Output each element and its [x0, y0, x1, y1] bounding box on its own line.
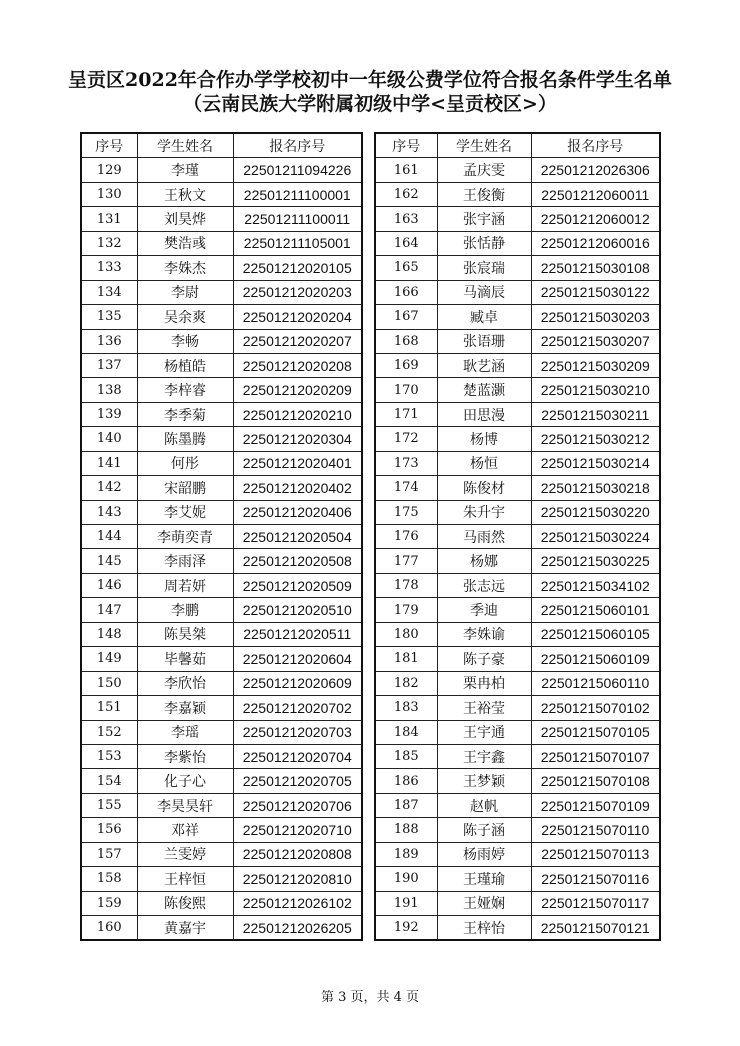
- registration-number: 22501212020504: [233, 525, 362, 549]
- student-name: 张志远: [437, 573, 531, 597]
- registration-number: 22501212020304: [233, 427, 362, 451]
- student-name: 化子心: [137, 769, 233, 793]
- row-number: 160: [81, 916, 137, 941]
- registration-number: 22501215030220: [531, 500, 660, 524]
- student-name: 陈俊熙: [137, 891, 233, 915]
- table-row: [81, 916, 362, 941]
- row-number: 149: [81, 647, 137, 671]
- registration-number: 22501215030211: [531, 402, 660, 426]
- student-name: 耿艺涵: [437, 353, 531, 377]
- registration-number: 22501212020705: [233, 769, 362, 793]
- row-number: 169: [375, 353, 437, 377]
- student-name: 张语珊: [437, 329, 531, 353]
- student-name: 兰雯婷: [137, 842, 233, 866]
- student-name: 王秋文: [137, 182, 233, 206]
- table-header-row: [375, 133, 660, 158]
- registration-number: 22501215070121: [531, 916, 660, 941]
- registration-number: 22501215030210: [531, 378, 660, 402]
- row-number: 183: [375, 696, 437, 720]
- registration-number: 22501212026205: [233, 916, 362, 941]
- row-number: 186: [375, 769, 437, 793]
- registration-number: 22501212020210: [233, 402, 362, 426]
- table-row: [375, 573, 660, 597]
- table-row: [81, 158, 362, 182]
- student-name: 赵帆: [437, 793, 531, 817]
- student-name: 朱升宇: [437, 500, 531, 524]
- table-row: [81, 280, 362, 304]
- row-number: 166: [375, 280, 437, 304]
- student-name: 陈昊桀: [137, 622, 233, 646]
- row-number: 162: [375, 182, 437, 206]
- student-name: 陈俊材: [437, 476, 531, 500]
- table-row: [375, 696, 660, 720]
- row-number: 154: [81, 769, 137, 793]
- registration-number: 22501212060011: [531, 182, 660, 206]
- table-row: [375, 720, 660, 744]
- table-row: [81, 842, 362, 866]
- row-number: 147: [81, 598, 137, 622]
- student-name: 王梦颖: [437, 769, 531, 793]
- table-row: [375, 842, 660, 866]
- row-number: 176: [375, 525, 437, 549]
- row-number: 172: [375, 427, 437, 451]
- student-name: 张宇涵: [437, 207, 531, 231]
- row-number: 173: [375, 451, 437, 475]
- registration-number: 22501215070117: [531, 891, 660, 915]
- table-row: [375, 622, 660, 646]
- row-number: 143: [81, 500, 137, 524]
- table-row: [375, 476, 660, 500]
- registration-number: 22501212020703: [233, 720, 362, 744]
- registration-number: 22501211105001: [233, 231, 362, 255]
- table-row: [81, 818, 362, 842]
- table-row: [375, 427, 660, 451]
- student-name: 陈子豪: [437, 647, 531, 671]
- row-number: 140: [81, 427, 137, 451]
- row-number: 151: [81, 696, 137, 720]
- table-row: [81, 793, 362, 817]
- row-number: 155: [81, 793, 137, 817]
- registration-number: 22501215070110: [531, 818, 660, 842]
- registration-number: 22501212020105: [233, 256, 362, 280]
- row-number: 156: [81, 818, 137, 842]
- student-name: 樊浩彧: [137, 231, 233, 255]
- registration-number: 22501212060016: [531, 231, 660, 255]
- student-name: 马雨然: [437, 525, 531, 549]
- student-name: 李尉: [137, 280, 233, 304]
- student-name: 王俊衡: [437, 182, 531, 206]
- registration-number: 22501212020510: [233, 598, 362, 622]
- table-row: [375, 525, 660, 549]
- column-header-registration: 报名序号: [233, 133, 362, 158]
- student-name: 杨植皓: [137, 353, 233, 377]
- registration-number: 22501212020704: [233, 744, 362, 768]
- table-row: [375, 182, 660, 206]
- table-row: [81, 598, 362, 622]
- registration-number: 22501215030209: [531, 353, 660, 377]
- table-row: [81, 744, 362, 768]
- table-row: [81, 427, 362, 451]
- table-row: [375, 353, 660, 377]
- table-row: [81, 329, 362, 353]
- row-number: 174: [375, 476, 437, 500]
- row-number: 184: [375, 720, 437, 744]
- student-name: 李昊昊轩: [137, 793, 233, 817]
- student-name: 黄嘉宇: [137, 916, 233, 941]
- table-row: [81, 256, 362, 280]
- student-name: 李鹏: [137, 598, 233, 622]
- student-table-right: [374, 132, 661, 941]
- registration-number: 22501212020706: [233, 793, 362, 817]
- student-name: 何彤: [137, 451, 233, 475]
- registration-number: 22501212020808: [233, 842, 362, 866]
- row-number: 161: [375, 158, 437, 182]
- registration-number: 22501215070108: [531, 769, 660, 793]
- registration-number: 22501212020207: [233, 329, 362, 353]
- table-row: [375, 207, 660, 231]
- table-row: [375, 744, 660, 768]
- table-header-row: [81, 133, 362, 158]
- registration-number: 22501215030122: [531, 280, 660, 304]
- row-number: 146: [81, 573, 137, 597]
- registration-number: 22501215070107: [531, 744, 660, 768]
- row-number: 178: [375, 573, 437, 597]
- row-number: 138: [81, 378, 137, 402]
- registration-number: 22501212020702: [233, 696, 362, 720]
- column-header-name: 学生姓名: [437, 133, 531, 158]
- row-number: 165: [375, 256, 437, 280]
- registration-number: 22501215030224: [531, 525, 660, 549]
- table-row: [375, 647, 660, 671]
- row-number: 131: [81, 207, 137, 231]
- table-row: [375, 158, 660, 182]
- registration-number: 22501215070116: [531, 867, 660, 891]
- row-number: 185: [375, 744, 437, 768]
- column-header-number: 序号: [375, 133, 437, 158]
- row-number: 159: [81, 891, 137, 915]
- student-name: 杨娜: [437, 549, 531, 573]
- registration-number: 22501212020402: [233, 476, 362, 500]
- table-row: [81, 867, 362, 891]
- row-number: 170: [375, 378, 437, 402]
- registration-number: 22501212020203: [233, 280, 362, 304]
- student-name: 张恬静: [437, 231, 531, 255]
- table-row: [375, 793, 660, 817]
- table-row: [375, 231, 660, 255]
- row-number: 190: [375, 867, 437, 891]
- table-row: [81, 720, 362, 744]
- row-number: 181: [375, 647, 437, 671]
- student-name: 王瑾瑜: [437, 867, 531, 891]
- row-number: 133: [81, 256, 137, 280]
- student-name: 陈子涵: [437, 818, 531, 842]
- row-number: 141: [81, 451, 137, 475]
- column-header-registration: 报名序号: [531, 133, 660, 158]
- student-name: 李畅: [137, 329, 233, 353]
- student-name: 李嘉颖: [137, 696, 233, 720]
- row-number: 175: [375, 500, 437, 524]
- row-number: 168: [375, 329, 437, 353]
- row-number: 152: [81, 720, 137, 744]
- row-number: 135: [81, 305, 137, 329]
- table-row: [375, 671, 660, 695]
- row-number: 191: [375, 891, 437, 915]
- registration-number: 22501215030207: [531, 329, 660, 353]
- registration-number: 22501212020406: [233, 500, 362, 524]
- table-row: [81, 182, 362, 206]
- row-number: 187: [375, 793, 437, 817]
- table-row: [375, 402, 660, 426]
- table-row: [81, 769, 362, 793]
- student-name: 张宸瑞: [437, 256, 531, 280]
- table-row: [81, 500, 362, 524]
- table-row: [375, 305, 660, 329]
- registration-number: 22501212060012: [531, 207, 660, 231]
- table-row: [81, 207, 362, 231]
- registration-number: 22501211100001: [233, 182, 362, 206]
- student-name: 臧卓: [437, 305, 531, 329]
- registration-number: 22501215070113: [531, 842, 660, 866]
- registration-number: 22501212020508: [233, 549, 362, 573]
- student-name: 周若妍: [137, 573, 233, 597]
- student-name: 杨雨婷: [437, 842, 531, 866]
- registration-number: 22501212026102: [233, 891, 362, 915]
- table-row: [81, 549, 362, 573]
- student-name: 陈墨腾: [137, 427, 233, 451]
- row-number: 130: [81, 182, 137, 206]
- row-number: 164: [375, 231, 437, 255]
- table-row: [375, 891, 660, 915]
- table-row: [81, 378, 362, 402]
- registration-number: 22501212020511: [233, 622, 362, 646]
- table-row: [81, 231, 362, 255]
- table-row: [375, 500, 660, 524]
- table-row: [81, 353, 362, 377]
- row-number: 150: [81, 671, 137, 695]
- row-number: 192: [375, 916, 437, 941]
- table-row: [375, 549, 660, 573]
- student-name: 马滴辰: [437, 280, 531, 304]
- student-name: 李欣怡: [137, 671, 233, 695]
- document-subtitle: （云南民族大学附属初级中学<呈贡校区>）: [183, 93, 557, 115]
- column-header-name: 学生姓名: [137, 133, 233, 158]
- row-number: 137: [81, 353, 137, 377]
- row-number: 177: [375, 549, 437, 573]
- table-row: [375, 867, 660, 891]
- row-number: 180: [375, 622, 437, 646]
- student-name: 栗冉柏: [437, 671, 531, 695]
- registration-number: 22501215070109: [531, 793, 660, 817]
- row-number: 129: [81, 158, 137, 182]
- student-name: 李艾妮: [137, 500, 233, 524]
- registration-number: 22501211100011: [233, 207, 362, 231]
- student-name: 刘昊烨: [137, 207, 233, 231]
- registration-number: 22501212020604: [233, 647, 362, 671]
- registration-number: 22501215030108: [531, 256, 660, 280]
- table-row: [81, 647, 362, 671]
- student-name: 李紫怡: [137, 744, 233, 768]
- registration-number: 22501215060105: [531, 622, 660, 646]
- registration-number: 22501212020509: [233, 573, 362, 597]
- registration-number: 22501215034102: [531, 573, 660, 597]
- registration-number: 22501211094226: [233, 158, 362, 182]
- table-row: [375, 451, 660, 475]
- registration-number: 22501215030225: [531, 549, 660, 573]
- student-name: 孟庆雯: [437, 158, 531, 182]
- student-name: 田思漫: [437, 402, 531, 426]
- registration-number: 22501212020204: [233, 305, 362, 329]
- table-row: [375, 329, 660, 353]
- row-number: 136: [81, 329, 137, 353]
- registration-number: 22501212020810: [233, 867, 362, 891]
- registration-number: 22501212020401: [233, 451, 362, 475]
- registration-number: 22501212026306: [531, 158, 660, 182]
- row-number: 167: [375, 305, 437, 329]
- table-row: [81, 573, 362, 597]
- row-number: 132: [81, 231, 137, 255]
- row-number: 171: [375, 402, 437, 426]
- student-name: 吴余爽: [137, 305, 233, 329]
- table-row: [375, 598, 660, 622]
- row-number: 144: [81, 525, 137, 549]
- row-number: 134: [81, 280, 137, 304]
- registration-number: 22501215070102: [531, 696, 660, 720]
- registration-number: 22501215030214: [531, 451, 660, 475]
- student-name: 毕馨茹: [137, 647, 233, 671]
- table-row: [81, 696, 362, 720]
- document-title: 呈贡区2022年合作办学学校初中一年级公费学位符合报名条件学生名单: [68, 69, 672, 91]
- row-number: 142: [81, 476, 137, 500]
- row-number: 182: [375, 671, 437, 695]
- table-row: [375, 916, 660, 941]
- student-name: 杨博: [437, 427, 531, 451]
- student-name: 季迪: [437, 598, 531, 622]
- student-name: 李姝谕: [437, 622, 531, 646]
- registration-number: 22501215060110: [531, 671, 660, 695]
- row-number: 139: [81, 402, 137, 426]
- registration-number: 22501212020208: [233, 353, 362, 377]
- row-number: 188: [375, 818, 437, 842]
- table-row: [81, 476, 362, 500]
- table-row: [81, 891, 362, 915]
- registration-number: 22501215060101: [531, 598, 660, 622]
- column-header-number: 序号: [81, 133, 137, 158]
- row-number: 145: [81, 549, 137, 573]
- registration-number: 22501215030212: [531, 427, 660, 451]
- page-footer: 第 3 页，共 4 页: [320, 990, 420, 1005]
- student-name: 王裕莹: [437, 696, 531, 720]
- student-name: 王梓恒: [137, 867, 233, 891]
- student-table-left: [80, 132, 363, 941]
- student-name: 王宇通: [437, 720, 531, 744]
- row-number: 179: [375, 598, 437, 622]
- table-row: [375, 818, 660, 842]
- registration-number: 22501215030203: [531, 305, 660, 329]
- table-row: [375, 256, 660, 280]
- row-number: 163: [375, 207, 437, 231]
- student-name: 李萌奕青: [137, 525, 233, 549]
- registration-number: 22501215030218: [531, 476, 660, 500]
- student-name: 宋韶鹏: [137, 476, 233, 500]
- row-number: 157: [81, 842, 137, 866]
- student-name: 邓祥: [137, 818, 233, 842]
- table-row: [81, 305, 362, 329]
- registration-number: 22501212020609: [233, 671, 362, 695]
- table-row: [81, 622, 362, 646]
- student-name: 李梓睿: [137, 378, 233, 402]
- student-name: 李瑶: [137, 720, 233, 744]
- table-row: [375, 280, 660, 304]
- registration-number: 22501215060109: [531, 647, 660, 671]
- student-name: 王梓怡: [437, 916, 531, 941]
- table-row: [81, 671, 362, 695]
- table-row: [375, 769, 660, 793]
- row-number: 158: [81, 867, 137, 891]
- table-row: [81, 402, 362, 426]
- table-row: [81, 451, 362, 475]
- table-row: [375, 378, 660, 402]
- student-name: 杨恒: [437, 451, 531, 475]
- student-name: 李雨泽: [137, 549, 233, 573]
- student-name: 李姝杰: [137, 256, 233, 280]
- student-name: 王娅娴: [437, 891, 531, 915]
- student-name: 李瑾: [137, 158, 233, 182]
- registration-number: 22501215070105: [531, 720, 660, 744]
- registration-number: 22501212020209: [233, 378, 362, 402]
- row-number: 153: [81, 744, 137, 768]
- student-name: 王宇鑫: [437, 744, 531, 768]
- row-number: 148: [81, 622, 137, 646]
- table-row: [81, 525, 362, 549]
- row-number: 189: [375, 842, 437, 866]
- student-name: 楚蓝灏: [437, 378, 531, 402]
- registration-number: 22501212020710: [233, 818, 362, 842]
- student-name: 李季菊: [137, 402, 233, 426]
